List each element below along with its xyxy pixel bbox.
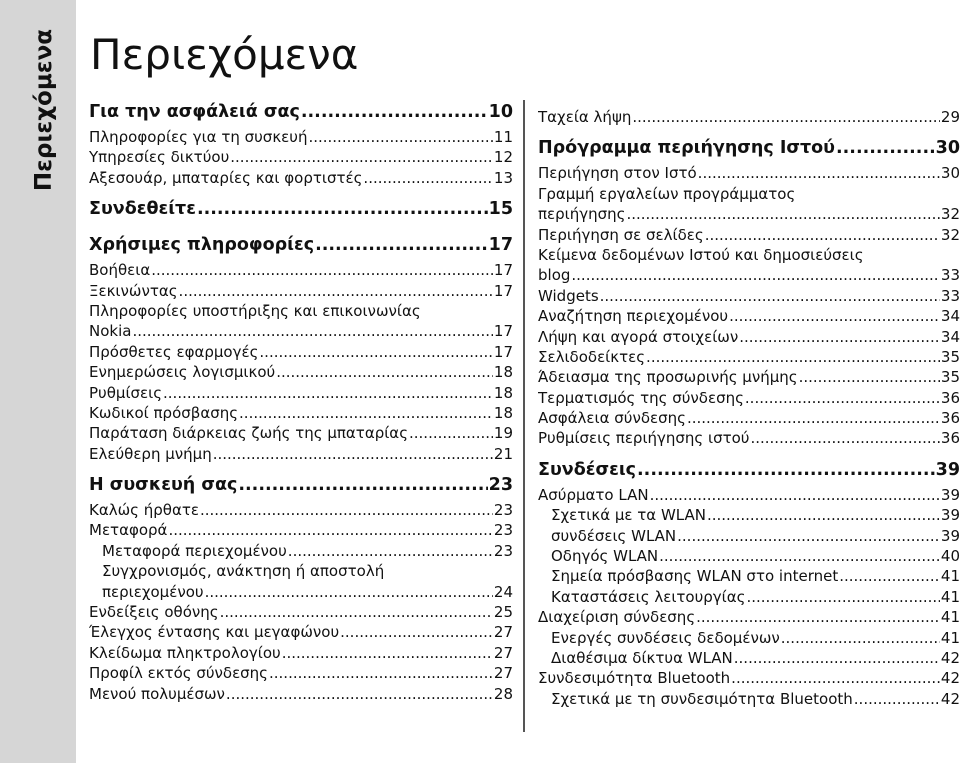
toc-leader-dots <box>301 102 488 122</box>
toc-entry-title: Κλείδωμα πληκτρολογίου <box>89 643 281 662</box>
toc-page-number: 18 <box>493 383 513 402</box>
toc-leader-dots <box>729 307 940 325</box>
toc-entry-title: Ταχεία λήψη <box>538 108 632 126</box>
toc-entry[interactable] <box>89 521 513 541</box>
toc-entry-line: Γραμμή εργαλείων προγράμματος <box>538 184 796 203</box>
toc-page-number: 10 <box>488 102 513 122</box>
toc-leader-dots <box>836 138 935 158</box>
toc-leader-dots <box>151 261 493 279</box>
toc-entry[interactable] <box>538 409 960 429</box>
toc-entry-title: Σημεία πρόσβασης WLAN στο internet <box>551 567 839 586</box>
toc-entry-title: Διαθέσιμα δίκτυα WLAN <box>551 648 733 667</box>
toc-page-number: 13 <box>493 168 513 187</box>
toc-entry-title: Ελεύθερη μνήμη <box>89 444 212 463</box>
toc-entry[interactable] <box>89 664 513 684</box>
toc-page-number: 11 <box>493 128 513 146</box>
toc-entry-title: blog <box>538 266 571 285</box>
toc-entry[interactable] <box>538 429 960 449</box>
toc-leader-dots <box>315 235 488 255</box>
toc-leader-dots <box>239 404 493 422</box>
toc-entry[interactable] <box>538 527 960 547</box>
toc-page-number: 30 <box>940 164 960 183</box>
toc-leader-dots <box>179 282 493 300</box>
toc-entry[interactable] <box>89 128 513 148</box>
toc-entry[interactable] <box>538 506 960 526</box>
toc-page-number: 23 <box>493 521 513 540</box>
toc-leader-dots <box>340 623 493 641</box>
toc-entry-title: Προφίλ εκτός σύνδεσης <box>89 664 268 683</box>
toc-leader-dots <box>698 164 940 182</box>
toc-entry-title: Πληροφορίες για τη συσκευή <box>89 128 308 146</box>
toc-entry-title: Λήψη και αγορά στοιχείων <box>538 327 739 346</box>
toc-leader-dots <box>626 205 939 223</box>
toc-leader-dots <box>646 348 940 366</box>
toc-entry-title: Ασύρματο LAN <box>538 485 649 504</box>
toc-entry-title: Αξεσουάρ, μπαταρίες και φορτιστές <box>89 168 363 187</box>
toc-page-number: 39 <box>940 506 960 525</box>
toc-entry-title: Ενδείξεις οθόνης <box>89 603 219 622</box>
toc-entry[interactable] <box>89 404 513 424</box>
toc-section-heading[interactable] <box>89 475 513 501</box>
toc-entry[interactable] <box>89 363 513 383</box>
toc-leader-dots <box>276 363 493 381</box>
toc-entry-line: Συγχρονισμός, ανάκτηση ή αποστολή <box>102 562 385 581</box>
toc-entry-title: Ενημερώσεις λογισμικού <box>89 363 276 382</box>
toc-page-number: 41 <box>940 587 960 606</box>
toc-leader-dots <box>259 343 493 361</box>
toc-entry[interactable] <box>89 501 513 521</box>
toc-page-number: 42 <box>940 669 960 688</box>
toc-left-column <box>89 102 513 705</box>
toc-leader-dots <box>750 429 939 447</box>
toc-section-heading[interactable] <box>89 235 513 261</box>
toc-entry-title: Έλεγχος έντασης και μεγαφώνου <box>89 623 340 642</box>
toc-entry[interactable] <box>538 649 960 669</box>
toc-leader-dots <box>746 588 939 606</box>
toc-entry-title: Nokia <box>89 322 132 341</box>
toc-entry[interactable] <box>89 282 513 302</box>
toc-leader-dots <box>230 148 493 166</box>
toc-entry[interactable] <box>538 108 960 128</box>
toc-leader-dots <box>409 424 493 442</box>
toc-page-number: 41 <box>940 567 960 586</box>
toc-entry-title: Τερματισμός της σύνδεσης <box>538 388 744 407</box>
toc-entry-title: Ρυθμίσεις <box>89 383 163 402</box>
toc-entry[interactable] <box>538 348 960 368</box>
toc-entry[interactable] <box>89 343 513 363</box>
toc-entry-title: Καταστάσεις λειτουργίας <box>551 587 746 606</box>
toc-page-number: 36 <box>940 409 960 428</box>
toc-entry[interactable] <box>89 322 513 342</box>
toc-page-number: 41 <box>940 608 960 627</box>
toc-leader-dots <box>363 169 492 187</box>
toc-page-number: 42 <box>940 689 960 708</box>
toc-page-number: 25 <box>493 603 513 622</box>
toc-entry-title: Περιήγηση σε σελίδες <box>538 225 704 244</box>
toc-entry-title: Χρήσιμες πληροφορίες <box>89 235 315 256</box>
toc-page-number: 18 <box>493 363 513 382</box>
toc-page-number: 17 <box>493 261 513 280</box>
toc-leader-dots <box>168 521 492 539</box>
toc-leader-dots <box>213 445 493 463</box>
toc-entry[interactable] <box>89 542 513 562</box>
toc-entry[interactable] <box>538 164 960 184</box>
toc-leader-dots <box>687 409 940 427</box>
toc-entry[interactable] <box>538 328 960 348</box>
toc-entry-title: Περιήγηση στον Ιστό <box>538 164 697 183</box>
sidebar-tab <box>0 0 76 763</box>
toc-leader-dots <box>734 649 940 667</box>
toc-entry-title: Ξεκινώντας <box>89 281 178 300</box>
toc-entry-title: συνδέσεις WLAN <box>551 526 677 545</box>
toc-leader-dots <box>632 108 940 126</box>
toc-page-number: 36 <box>940 388 960 407</box>
toc-leader-dots <box>707 506 940 524</box>
toc-leader-dots <box>696 608 940 626</box>
toc-entry-title: περιήγησης <box>538 205 626 224</box>
toc-entry[interactable] <box>538 368 960 388</box>
toc-page-number: 17 <box>493 322 513 341</box>
toc-entry[interactable] <box>538 588 960 608</box>
toc-entry[interactable] <box>89 623 513 643</box>
toc-page-number: 21 <box>493 444 513 463</box>
toc-entry-title: Ασφάλεια σύνδεσης <box>538 409 686 428</box>
toc-entry-line: Πληροφορίες υποστήριξης και επικοινωνίας <box>89 301 421 320</box>
toc-entry-title: Widgets <box>538 286 599 305</box>
toc-entry[interactable] <box>538 266 960 286</box>
toc-entry-title: Η συσκευή σας <box>89 475 238 496</box>
toc-leader-dots <box>205 583 493 601</box>
toc-leader-dots <box>677 527 940 545</box>
toc-page-number: 39 <box>940 526 960 545</box>
page-title: Περιεχόμενα <box>90 30 359 79</box>
toc-entry-title: Πρόσθετες εφαρμογές <box>89 342 259 361</box>
toc-entry-title: Ρυθμίσεις περιήγησης ιστού <box>538 429 750 448</box>
toc-entry[interactable] <box>89 261 513 281</box>
toc-leader-dots <box>269 664 493 682</box>
toc-page-number: 17 <box>488 235 513 256</box>
toc-entry[interactable] <box>89 384 513 404</box>
toc-section-heading[interactable] <box>89 199 513 225</box>
toc-page-number: 27 <box>493 664 513 683</box>
toc-leader-dots <box>637 460 935 480</box>
toc-entry[interactable] <box>538 287 960 307</box>
toc-entry-title: Σελιδοδείκτες <box>538 347 646 366</box>
toc-leader-dots <box>226 685 493 703</box>
toc-entry[interactable] <box>538 629 960 649</box>
toc-page-number: 39 <box>940 485 960 504</box>
toc-leader-dots <box>731 669 940 687</box>
toc-page-number: 24 <box>493 582 513 601</box>
toc-page-number: 33 <box>940 266 960 285</box>
toc-entry-title: περιεχομένου <box>102 582 204 601</box>
toc-leader-dots <box>308 128 492 146</box>
toc-page-number: 30 <box>935 138 960 159</box>
toc-page-number: 18 <box>493 403 513 422</box>
toc-entry[interactable] <box>89 169 513 189</box>
toc-entry-title: Μεταφορά <box>89 521 168 540</box>
toc-entry-title: Καλώς ήρθατε <box>89 501 199 520</box>
toc-leader-dots <box>799 368 940 386</box>
toc-page-number: 17 <box>493 281 513 300</box>
toc-page-number: 35 <box>940 368 960 387</box>
toc-page-number: 27 <box>493 643 513 662</box>
toc-page-number: 19 <box>493 424 513 443</box>
toc-entry-title: Συνδεσιμότητα Bluetooth <box>538 669 731 688</box>
toc-entry[interactable] <box>538 690 960 710</box>
toc-leader-dots <box>571 266 940 284</box>
toc-page-number: 32 <box>940 205 960 224</box>
toc-page-number: 29 <box>940 108 960 126</box>
toc-leader-dots <box>659 547 940 565</box>
toc-entry-title: Μενού πολυμέσων <box>89 684 225 703</box>
toc-leader-dots <box>238 475 487 495</box>
sidebar-section-label: Περιεχόμενα <box>31 28 57 192</box>
toc-leader-dots <box>739 328 940 346</box>
toc-entry-title: Ενεργές συνδέσεις δεδομένων <box>551 628 780 647</box>
toc-page-number: 36 <box>940 429 960 448</box>
toc-page-number: 35 <box>940 347 960 366</box>
toc-leader-dots <box>288 542 493 560</box>
toc-page-number: 23 <box>493 501 513 520</box>
toc-page-number: 15 <box>488 199 513 220</box>
toc-leader-dots <box>282 644 493 662</box>
toc-leader-dots <box>132 322 492 340</box>
toc-entry-title: Σχετικά με τα WLAN <box>551 506 706 525</box>
toc-entry-title: Σχετικά με τη συνδεσιμότητα Bluetooth <box>551 689 853 708</box>
toc-entry[interactable] <box>89 148 513 168</box>
toc-entry[interactable] <box>538 567 960 587</box>
toc-leader-dots <box>200 501 493 519</box>
toc-page-number: 32 <box>940 225 960 244</box>
toc-entry-title: Βοήθεια <box>89 261 151 280</box>
toc-entry[interactable] <box>89 583 513 603</box>
toc-entry[interactable] <box>538 226 960 246</box>
toc-leader-dots <box>745 389 940 407</box>
toc-leader-dots <box>781 629 940 647</box>
toc-entry[interactable] <box>89 685 513 705</box>
toc-entry-title: Συνδεθείτε <box>89 199 196 220</box>
toc-entry[interactable] <box>538 547 960 567</box>
toc-page-number: 33 <box>940 286 960 305</box>
toc-page-number: 41 <box>940 628 960 647</box>
toc-leader-dots <box>197 199 488 219</box>
toc-page-number: 23 <box>493 541 513 560</box>
toc-entry[interactable] <box>89 445 513 465</box>
toc-entry-title: Άδειασμα της προσωρινής μνήμης <box>538 368 798 387</box>
toc-entry-title: Υπηρεσίες δικτύου <box>89 148 230 167</box>
toc-entry-title: Συνδέσεις <box>538 459 637 480</box>
toc-entry[interactable] <box>538 486 960 506</box>
toc-leader-dots <box>705 226 940 244</box>
toc-entry-line: Κείμενα δεδομένων Ιστού και δημοσιεύσεις <box>538 245 864 264</box>
toc-page-number: 23 <box>488 475 513 496</box>
toc-page-number: 39 <box>935 459 960 480</box>
toc-entry-title: Οδηγός WLAN <box>551 547 659 566</box>
toc-page-number: 42 <box>940 648 960 667</box>
toc-right-column <box>538 108 960 710</box>
toc-entry-title: Διαχείριση σύνδεσης <box>538 608 696 627</box>
toc-entry-title: Μεταφορά περιεχομένου <box>102 541 287 560</box>
toc-entry[interactable] <box>89 424 513 444</box>
toc-leader-dots <box>854 690 940 708</box>
toc-entry-title: Για την ασφάλειά σας <box>89 102 300 122</box>
toc-entry-title: Αναζήτηση περιεχομένου <box>538 307 729 326</box>
toc-entry-title: Κωδικοί πρόσβασης <box>89 403 239 422</box>
toc-leader-dots <box>163 384 493 402</box>
toc-entry[interactable] <box>538 669 960 689</box>
toc-entry-title: Παράταση διάρκειας ζωής της μπαταρίας <box>89 424 408 443</box>
toc-entry[interactable] <box>89 603 513 623</box>
toc-page-number: 34 <box>940 327 960 346</box>
toc-page-number: 34 <box>940 307 960 326</box>
toc-page-number: 12 <box>493 148 513 167</box>
toc-entry[interactable] <box>538 389 960 409</box>
toc-page-number: 17 <box>493 342 513 361</box>
toc-section-heading[interactable] <box>89 102 513 128</box>
toc-entry-title: Πρόγραμμα περιήγησης Ιστού <box>538 138 836 159</box>
toc-page-number: 28 <box>493 684 513 703</box>
toc-page-number: 40 <box>940 547 960 566</box>
toc-leader-dots <box>650 486 940 504</box>
toc-page-number: 27 <box>493 623 513 642</box>
toc-section-heading[interactable] <box>538 460 960 486</box>
toc-entry[interactable] <box>89 644 513 664</box>
toc-leader-dots <box>220 603 493 621</box>
column-divider <box>523 100 525 732</box>
toc-leader-dots <box>600 287 940 305</box>
toc-section-heading[interactable] <box>538 138 960 164</box>
toc-entry[interactable] <box>538 307 960 327</box>
toc-leader-dots <box>839 567 940 585</box>
toc-entry[interactable] <box>538 205 960 225</box>
toc-entry[interactable] <box>538 608 960 628</box>
